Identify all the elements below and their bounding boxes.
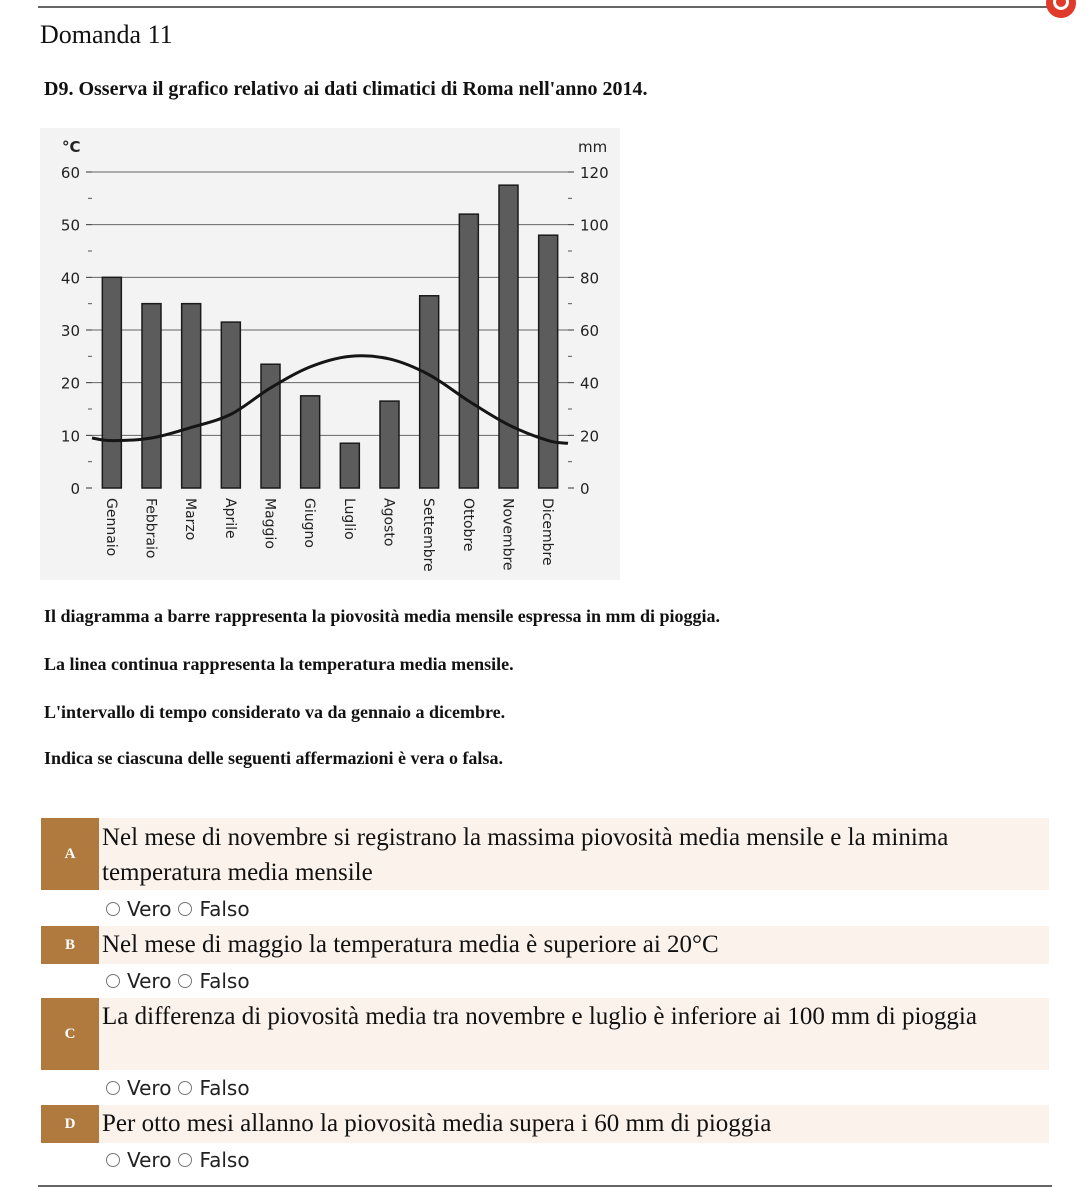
left-tick-label: 60 (60, 164, 80, 182)
option-falso[interactable] (178, 897, 249, 921)
month-label: Febbraio (142, 498, 159, 559)
option-label: Falso (199, 1076, 250, 1100)
month-label: Giugno (301, 498, 318, 548)
option-vero[interactable] (106, 1148, 171, 1172)
precipitation-bar (459, 214, 478, 488)
option-label: Vero (127, 1076, 172, 1100)
paragraph-line: La linea continua rappresenta la temperatura media mensile. (44, 654, 514, 674)
answer-options-a (106, 897, 257, 921)
option-vero[interactable] (106, 969, 171, 993)
option-vero[interactable] (106, 897, 171, 921)
month-label: Gennaio (102, 498, 119, 557)
precipitation-bar (539, 235, 558, 488)
left-tick-label: 0 (70, 480, 80, 498)
statement-letter: B (41, 926, 99, 964)
left-tick-label: 40 (60, 269, 80, 288)
radio-button[interactable] (106, 1081, 120, 1095)
radio-button[interactable] (178, 1153, 192, 1167)
left-tick-label: 10 (60, 427, 80, 446)
precipitation-bar (221, 322, 240, 488)
radio-button[interactable] (178, 1081, 192, 1095)
radio-button[interactable] (178, 902, 192, 916)
statement-text: Nel mese di novembre si registrano la massima piovosità media mensile e la minima temperatura media mensile (102, 824, 949, 886)
option-label: Falso (199, 897, 250, 921)
month-label: Settembre (420, 498, 437, 572)
right-tick-label: 80 (580, 269, 600, 288)
answer-options-b (106, 969, 257, 993)
month-label: Luglio (340, 498, 357, 540)
precipitation-bar (380, 401, 399, 488)
month-label: Agosto (380, 498, 397, 547)
right-tick-label: 0 (580, 480, 590, 498)
left-axis-unit: °C (62, 138, 81, 156)
precipitation-bar (420, 296, 439, 488)
radio-button[interactable] (106, 902, 120, 916)
temperature-line (92, 356, 568, 443)
question-heading: D9. Osserva il grafico relativo ai dati climatici di Roma nell'anno 2014. (44, 78, 648, 100)
statement-d (41, 1105, 1049, 1143)
answer-options-d (106, 1148, 257, 1172)
radio-button[interactable] (106, 974, 120, 988)
top-divider (38, 6, 1052, 8)
answer-options-c (106, 1076, 257, 1100)
precipitation-bar (340, 443, 359, 488)
statement-text: La differenza di piovosità media tra novembre e luglio è inferiore ai 100 mm di pioggia (102, 1003, 977, 1030)
precipitation-bar (142, 304, 161, 488)
month-label: Maggio (261, 498, 278, 549)
left-tick-label: 20 (60, 374, 80, 393)
month-label: Ottobre (459, 498, 476, 552)
statement-text: Per otto mesi allanno la piovosità media supera i 60 mm di pioggia (102, 1110, 772, 1137)
question-title: Domanda 11 (40, 20, 173, 49)
month-label: Dicembre (539, 498, 556, 566)
bottom-divider (38, 1185, 1052, 1187)
month-label: Novembre (499, 498, 516, 571)
right-tick-label: 40 (580, 374, 600, 393)
climate-chart (40, 128, 620, 580)
month-label: Aprile (221, 498, 238, 539)
right-tick-label: 60 (580, 322, 600, 340)
option-label: Vero (127, 1148, 172, 1172)
right-tick-label: 100 (580, 216, 609, 235)
precipitation-bar (102, 277, 121, 488)
option-vero[interactable] (106, 1076, 171, 1100)
right-axis-unit: mm (578, 138, 608, 156)
option-falso[interactable] (178, 1076, 249, 1100)
option-falso[interactable] (178, 1148, 249, 1172)
option-label: Falso (199, 1148, 250, 1172)
left-tick-label: 50 (60, 216, 80, 235)
precipitation-bar (182, 304, 201, 488)
statement-text: Nel mese di maggio la temperatura media è superiore ai 20°C (102, 931, 719, 958)
radio-button[interactable] (106, 1153, 120, 1167)
option-label: Falso (199, 969, 250, 993)
month-label: Marzo (182, 498, 199, 541)
statement-a (41, 818, 1049, 890)
radio-button[interactable] (178, 974, 192, 988)
precipitation-bar (301, 396, 320, 488)
precipitation-bar (499, 185, 518, 488)
statement-letter: A (41, 818, 99, 890)
paragraph-interval: L'intervallo di tempo considerato va da gennaio a dicembre. (44, 702, 506, 722)
refresh-icon[interactable] (1046, 0, 1076, 18)
left-tick-label: 30 (60, 322, 80, 340)
statement-letter: D (41, 1105, 99, 1143)
paragraph-instructions: Indica se ciascuna delle seguenti affermazioni è vera o falsa. (44, 748, 503, 768)
option-label: Vero (127, 897, 172, 921)
statement-letter: C (41, 998, 99, 1070)
paragraph-bars: Il diagramma a barre rappresenta la piovosità media mensile espressa in mm di pioggia. (44, 606, 721, 626)
right-tick-label: 120 (580, 164, 609, 182)
statement-b (41, 926, 1049, 964)
option-label: Vero (127, 969, 172, 993)
option-falso[interactable] (178, 969, 249, 993)
statement-c (41, 998, 1049, 1070)
right-tick-label: 20 (580, 427, 600, 446)
